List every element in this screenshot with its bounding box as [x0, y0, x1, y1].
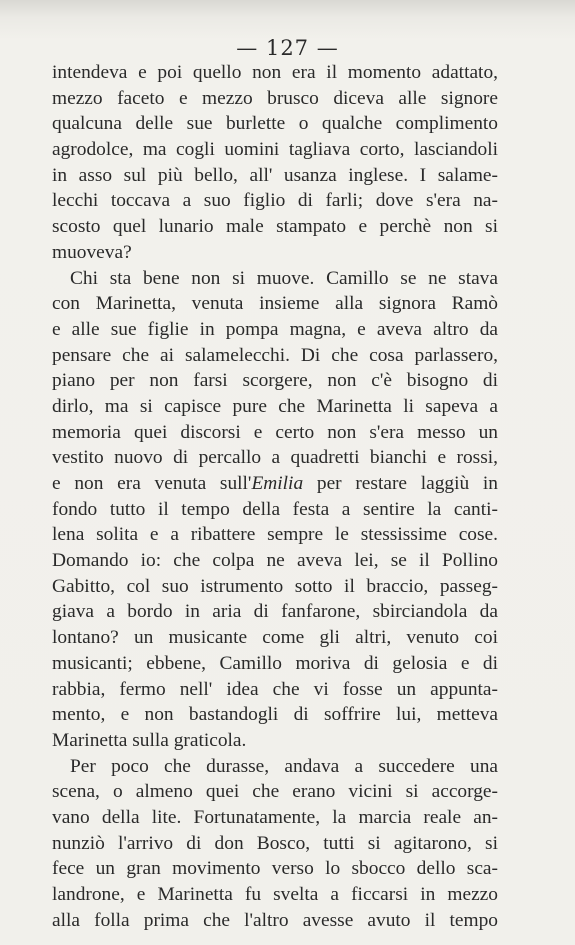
text-line: giava a bordo in aria di fanfarone, sbirciandola da — [52, 601, 498, 623]
text-line: vano della lite. Fortunatamente, la marcia reale an- — [52, 806, 498, 828]
text-line: Marinetta sulla graticola. — [52, 729, 247, 751]
text-line: con Marinetta, venuta insieme alla signora Ramò — [52, 293, 498, 315]
text-line: memoria quei discorsi e certo non s'era messo un — [52, 421, 498, 443]
text-line: landrone, e Marinetta fu svelta a ficcarsi in mezzo — [52, 884, 498, 905]
text-line: muoveva? — [52, 241, 132, 263]
text-line: musicanti; ebbene, Camillo moriva di gelosia e di — [52, 652, 498, 674]
text-line: Per poco che durasse, andava a succedere una — [70, 755, 498, 777]
text-line: Chi sta bene non si muove. Camillo se ne stava — [70, 267, 498, 289]
text-line: e alle sue figlie in pompa magna, e aveva altro da — [52, 318, 498, 340]
text-line: intendeva e poi quello non era il momento adattato, — [52, 62, 498, 83]
text-line: qualcuna delle sue burlette o qualche complimento — [52, 113, 498, 135]
text-line: e non era venuta sull'Emilia per restare laggiù in — [52, 473, 498, 494]
body-text — [52, 60, 498, 933]
text-line: fondo tutto il tempo della festa a sentire la canti- — [52, 498, 498, 520]
text-line: fece un gran movimento verso lo sbocco dello sca- — [52, 858, 498, 880]
text-line: rabbia, fermo nell' idea che vi fosse un appunta- — [52, 678, 498, 700]
text-line: Gabitto, col suo istrumento sotto il braccio, passeg- — [52, 575, 498, 597]
text-line: scosto quel lunario male stampato e perchè non si — [52, 216, 498, 238]
ship-name: Emilia — [251, 473, 304, 494]
text-line: scena, o almeno quei che erano vicini si accorge- — [52, 781, 498, 803]
text-line: dirlo, ma si capisce pure che Marinetta li sapeva a — [52, 395, 498, 417]
text-line: nunziò l'arrivo di don Bosco, tutti si agitarono, si — [52, 832, 498, 854]
text-line: agrodolce, ma cogli uomini tagliava corto, lasciandoli — [52, 139, 498, 161]
text-line: in asso sul più bello, all' usanza inglese. I salame- — [52, 164, 498, 186]
text-line: piano per non farsi scorgere, non c'è bisogno di — [52, 370, 498, 392]
text-line: vestito nuovo di percallo a quadretti bianchi e rossi, — [52, 447, 498, 469]
text-line: lena solita e a ribattere sempre le stessissime cose. — [52, 524, 498, 546]
text-line: lontano? un musicante come gli altri, venuto coi — [52, 627, 498, 649]
text-line: mento, e non bastandogli di soffrire lui, metteva — [52, 704, 498, 726]
text-line: lecchi toccava a suo figlio di farli; dove s'era na- — [52, 190, 498, 212]
text-line: alla folla prima che l'altro avesse avuto il tempo — [52, 909, 498, 931]
text-line: mezzo faceto e mezzo brusco diceva alle signore — [52, 87, 498, 109]
page-number: — 127 — — [236, 36, 339, 60]
text-line: pensare che ai salamelecchi. Di che cosa parlassero, — [52, 344, 498, 366]
text-line: Domando io: che colpa ne aveva lei, se il Pollino — [52, 550, 498, 572]
